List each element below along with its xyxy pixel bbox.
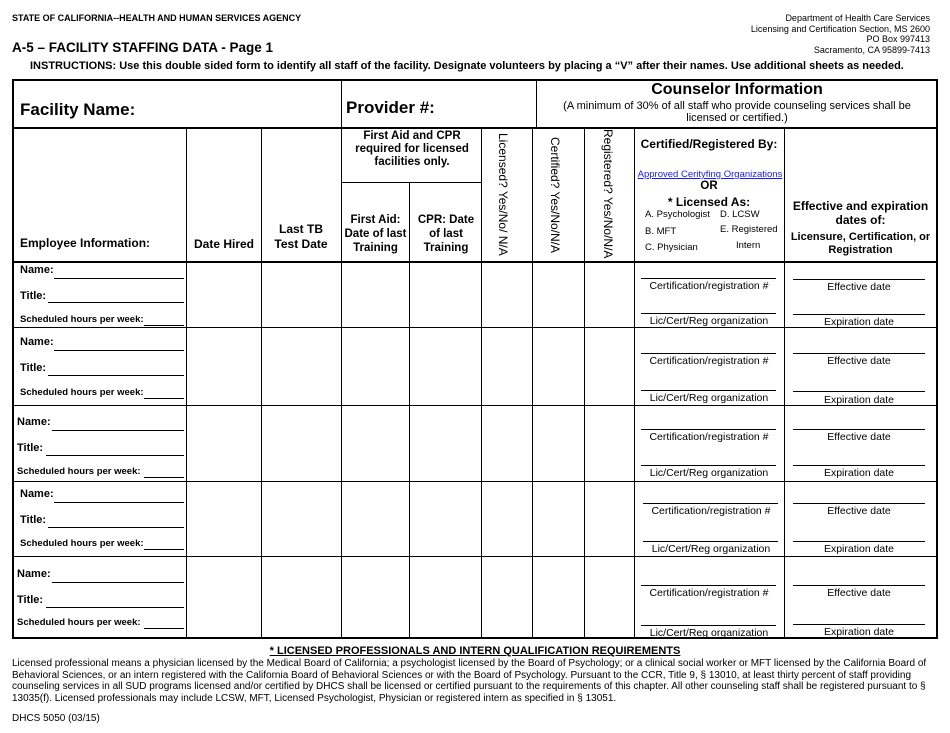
cert-num-label: Certification/registration # (649, 280, 769, 292)
expiration-date-label: Expiration date (823, 543, 895, 555)
name-field[interactable] (54, 350, 184, 351)
effective-date-label: Effective date (827, 431, 891, 443)
title-field[interactable] (46, 607, 184, 608)
lic-org-field[interactable] (643, 541, 778, 542)
effective-date-label: Effective date (827, 587, 891, 599)
cert-num-label: Certification/registration # (649, 355, 769, 367)
col-line-4 (409, 182, 410, 638)
name-label: Name: (20, 336, 54, 348)
cert-num-field[interactable] (641, 429, 776, 430)
title-field[interactable] (48, 527, 184, 528)
table-right-border (936, 79, 938, 639)
expiration-date-field[interactable] (793, 391, 925, 392)
expiration-date-field[interactable] (793, 465, 925, 466)
counselor-title: Counselor Information (651, 81, 823, 98)
header-row-divider (12, 261, 938, 263)
title-label: Title: (20, 290, 47, 302)
employee-info-header: Employee Information: (20, 236, 151, 250)
counselor-subtitle: (A minimum of 30% of all staff who provide counseling services shall be licensed or certified.) (563, 100, 911, 124)
cert-num-field[interactable] (641, 585, 776, 586)
cert-num-field[interactable] (643, 503, 778, 504)
lic-option-a: A. Psychologist (645, 209, 710, 220)
agency-name: STATE OF CALIFORNIA--HEALTH AND HUMAN SERVICES AGENCY (12, 13, 302, 23)
or-label: OR (700, 180, 718, 192)
title-field[interactable] (48, 375, 184, 376)
cert-num-label: Certification/registration # (651, 505, 771, 517)
col-line-6 (532, 128, 533, 638)
expiration-date-field[interactable] (793, 624, 925, 625)
hours-field[interactable] (144, 549, 184, 550)
name-label: Name: (17, 416, 51, 428)
hours-field[interactable] (144, 628, 184, 629)
lic-org-label: Lic/Cert/Reg organization (649, 392, 769, 404)
name-label: Name: (20, 488, 54, 500)
title-label: Title: (20, 514, 47, 526)
dept-line-2: Licensing and Certification Section, MS 2600 (750, 23, 930, 34)
approved-orgs-link[interactable]: Approved Cerityfing Organizations (637, 169, 783, 180)
title-label: Title: (17, 442, 44, 454)
name-field[interactable] (52, 430, 184, 431)
dept-line-1: Department of Health Care Services (785, 13, 930, 23)
name-field[interactable] (54, 502, 184, 503)
name-field[interactable] (54, 278, 184, 279)
row-divider-4 (12, 556, 938, 557)
name-label: Name: (20, 264, 54, 276)
lic-org-label: Lic/Cert/Reg organization (649, 315, 769, 327)
facility-name-label: Facility Name: (20, 100, 136, 119)
first-aid-subdivider (341, 182, 482, 183)
hours-field[interactable] (144, 325, 184, 326)
effective-date-field[interactable] (793, 503, 925, 504)
lic-org-field[interactable] (641, 313, 776, 314)
col-line-8 (634, 128, 635, 638)
expiration-date-field[interactable] (793, 314, 925, 315)
department-address (751, 13, 930, 55)
date-hired-header: Date Hired (193, 237, 255, 251)
last-tb-header: Last TB Test Date (274, 222, 328, 251)
expiration-date-label: Expiration date (823, 467, 895, 479)
expiration-date-label: Expiration date (823, 626, 895, 638)
lic-org-field[interactable] (641, 390, 776, 391)
hours-label: Scheduled hours per week: (20, 314, 144, 325)
certified-header: Certified? Yes/No/N/A (548, 137, 562, 254)
counselor-divider (536, 79, 537, 129)
effective-date-label: Effective date (827, 281, 891, 293)
effective-header: Effective and expiration dates of: (792, 199, 929, 227)
cert-num-field[interactable] (641, 353, 776, 354)
effective-date-field[interactable] (793, 429, 925, 430)
expiration-date-label: Expiration date (823, 394, 895, 406)
col-line-9 (784, 128, 785, 638)
requirements-heading: * LICENSED PROFESSIONALS AND INTERN QUALIFICATION REQUIREMENTS (269, 645, 681, 657)
col-line-2 (261, 128, 262, 638)
form-number: DHCS 5050 (03/15) (12, 713, 100, 724)
hours-label: Scheduled hours per week: (20, 538, 144, 549)
lic-option-b: B. MFT (645, 226, 677, 237)
effective-date-label: Effective date (827, 505, 891, 517)
instructions: INSTRUCTIONS: Use this double sided form to identify all staff of the facility. Designate volunteers by placing a “V” after their names. Use additional sheets as needed. (30, 60, 904, 72)
title-label: Title: (17, 594, 44, 606)
cert-by-header: Certified/Registered By: (640, 137, 778, 151)
row-divider-3 (12, 481, 938, 482)
expiration-date-field[interactable] (793, 541, 925, 542)
effective-date-field[interactable] (793, 279, 925, 280)
title-label: Title: (20, 362, 47, 374)
first-aid-header: First Aid: Date of last Training (344, 214, 407, 254)
effective-subheader: Licensure, Certification, or Registration (790, 231, 931, 256)
title-field[interactable] (48, 302, 184, 303)
effective-date-label: Effective date (827, 355, 891, 367)
hours-label: Scheduled hours per week: (17, 617, 141, 628)
lic-org-field[interactable] (641, 625, 776, 626)
top-row-divider (12, 127, 938, 129)
title-field[interactable] (46, 455, 184, 456)
cert-num-label: Certification/registration # (649, 587, 769, 599)
first-aid-cpr-header: First Aid and CPR required for licensed facilities only. (355, 130, 469, 168)
col-line-1 (186, 128, 187, 638)
dept-line-3: PO Box 997413 (866, 34, 930, 44)
hours-field[interactable] (144, 477, 184, 478)
lic-org-label: Lic/Cert/Reg organization (651, 543, 771, 555)
name-label: Name: (17, 568, 51, 580)
name-field[interactable] (52, 582, 184, 583)
lic-org-label: Lic/Cert/Reg organization (649, 467, 769, 479)
hours-label: Scheduled hours per week: (20, 387, 144, 398)
lic-option-c: C. Physician (645, 242, 698, 253)
licensed-as-header: * Licensed As: (667, 195, 751, 209)
hours-field[interactable] (144, 398, 184, 399)
col-line-3 (341, 128, 342, 638)
lic-option-intern: Intern (736, 240, 761, 251)
dept-line-4: Sacramento, CA 95899-7413 (813, 44, 930, 55)
hours-label: Scheduled hours per week: (17, 466, 141, 477)
form-title: A-5 – FACILITY STAFFING DATA - Page 1 (12, 40, 274, 55)
lic-option-e: E. Registered (720, 224, 778, 235)
table-left-border (12, 79, 14, 639)
lic-org-field[interactable] (641, 465, 776, 466)
col-line-5 (481, 128, 482, 638)
lic-option-d: D. LCSW (720, 209, 760, 220)
registered-header: Registered? Yes/No/N/A (601, 129, 615, 259)
effective-date-field[interactable] (793, 585, 925, 586)
cert-num-label: Certification/registration # (649, 431, 769, 443)
provider-divider (341, 79, 342, 129)
licensed-header: Licensed? Yes/No/ N/A (496, 133, 510, 256)
lic-org-label: Lic/Cert/Reg organization (649, 627, 769, 639)
requirements-text: Licensed professional means a physician licensed by the Medical Board of California; a psychologist licensed by the Board of Psychology; or a clinical social worker or MFT licensed by the California Board of Behavioral Sciences, or an intern registered with the California Board of Behavioral Sciences or with the Board of Psychology. Pursuant to the CCR, Title 9, § 13010, at least thirty percent of staff providing counseling services in all SUD programs licensed and/or certified by DHCS shall be licensed or certified pursuant to the requirements of this chapter. All other counseling staff shall be registered pursuant to § 13035(f). Licensed professionals may include LCSW, MFT, Licensed Psychologist, Physician or registered intern as specified in § 13051. (12, 658, 927, 704)
col-line-7 (584, 128, 585, 638)
provider-label: Provider #: (346, 98, 435, 117)
effective-date-field[interactable] (793, 353, 925, 354)
expiration-date-label: Expiration date (823, 316, 895, 328)
cert-num-field[interactable] (641, 278, 776, 279)
cpr-header: CPR: Date of last Training (417, 214, 475, 254)
